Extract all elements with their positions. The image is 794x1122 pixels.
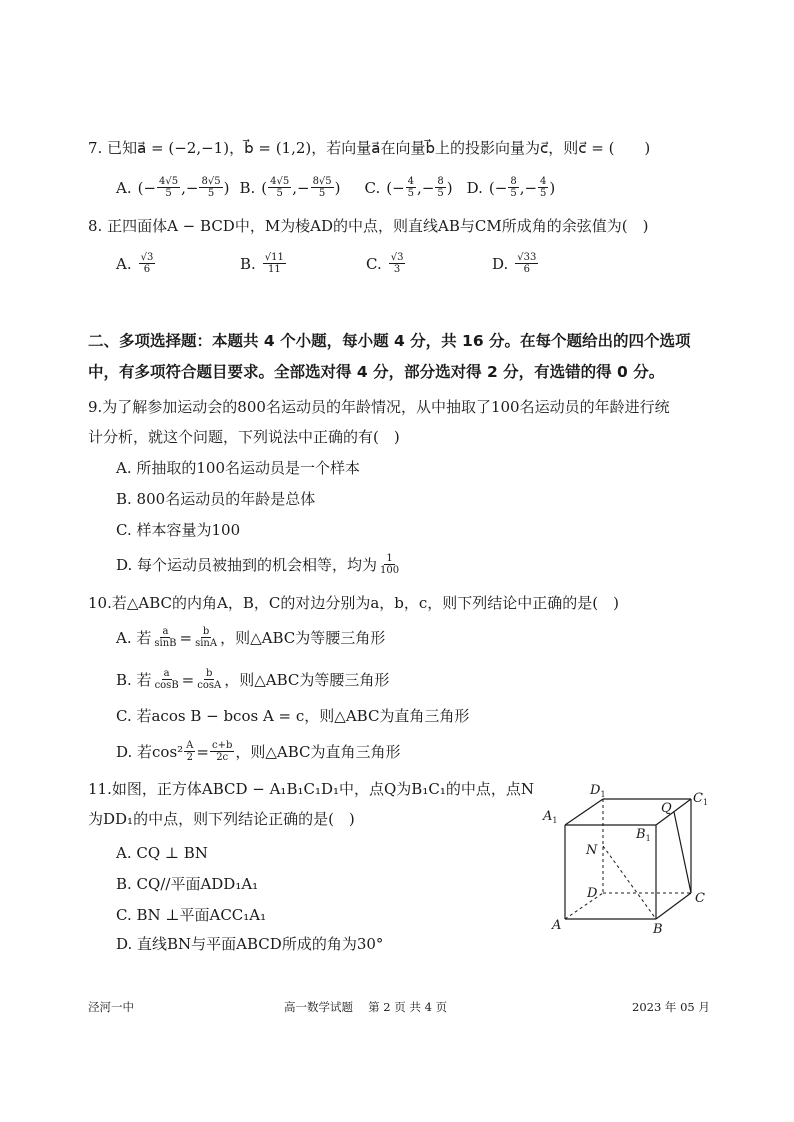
q9-stem-line1: 9.为了解参加运动会的800名运动员的年龄情况，从中抽取了100名运动员的年龄进行统 [88, 398, 670, 416]
q8-option-a: A. $\frac{√3}{6}$ [116, 252, 154, 275]
q7-option-b-frac2: $\frac{8√5}{5}$ [312, 176, 332, 199]
edge-b-c [656, 893, 691, 919]
hidden-segment-bn [603, 846, 656, 919]
footer-date: 2023 年 05 月 [632, 1000, 710, 1014]
q11-option-a: A. CQ ⊥ BN [116, 844, 208, 862]
label-d1: $D_1$ [590, 783, 606, 799]
q7-option-b-frac1: $\frac{4√5}{5}$ [270, 176, 290, 199]
q8-option-b: B. $\frac{√11}{11}$ [240, 252, 284, 275]
q11-stem-line2: 为DD₁的中点，则下列结论正确的是( ) [88, 810, 355, 828]
q7-option-a-label: A. [116, 178, 132, 197]
section2-heading-line1: 二、多项选择题：本题共 4 个小题，每小题 4 分，共 16 分。在每个题给出的四个选项 [88, 332, 691, 350]
q9-option-b: B. 800名运动员的年龄是总体 [116, 490, 316, 508]
label-a1: $A_1$ [543, 809, 558, 825]
q8-option-c: C. $\frac{√3}{3}$ [366, 252, 404, 275]
label-b1: $B_1$ [636, 827, 651, 843]
q7-option-c-label: C. [364, 178, 381, 197]
label-d: D [587, 886, 598, 901]
q8-stem: 8. 正四面体A − BCD中，M为棱AD的中点，则直线AB与CM所成角的余弦值为( ) [88, 217, 649, 235]
label-a: A [552, 918, 562, 933]
q7-option-a-frac1: $\frac{4√5}{5}$ [159, 176, 179, 199]
q10-option-d: D. 若cos² $\frac{A}{2}$ = $\frac{c+b}{2c}$ ，则△ABC为直角三角形 [116, 740, 401, 763]
q10-option-c: C. 若acos B − bcos A = c，则△ABC为直角三角形 [116, 707, 470, 725]
q7-options: A. (− $\frac{4√5}{5}$ ,− $\frac{8√5}{5}$ ) B. ( $\frac{4√5}{5}$ ,− $\frac{8√5}{5}$ ) C. (− $\frac{4}{5}$ ,− $\frac{8}{5}$ ) D. (− $\frac{8}{5}$ ,− $\frac{4}{5}$ ) [116, 176, 556, 199]
segment-cq [674, 812, 691, 893]
q7-option-c-frac2: $\frac{8}{5}$ [437, 176, 444, 199]
label-b: B [653, 922, 663, 937]
q9-option-c: C. 样本容量为100 [116, 521, 241, 539]
q7-option-d-frac2: $\frac{4}{5}$ [540, 176, 547, 199]
q11-option-b: B. CQ//平面ADD₁A₁ [116, 875, 259, 893]
q7-option-c-frac1: $\frac{4}{5}$ [407, 176, 415, 199]
q8-option-d: D. $\frac{√33}{6}$ [492, 252, 537, 275]
q11-option-c: C. BN ⊥平面ACC₁A₁ [116, 906, 267, 924]
q7-stem: 7. 已知a⃗ = (−2,−1)，b⃗ = (1,2)，若向量a⃗在向量b⃗上的投影向量为c⃗，则c⃗ = ( ) [88, 139, 651, 157]
label-c: C [695, 891, 705, 906]
footer-page-info: 高一数学试题 第 2 页 共 4 页 [284, 1000, 448, 1014]
label-q: Q [661, 801, 672, 816]
q10-option-b: B. 若 $\frac{a}{\cos B}$ = $\frac{b}{\cos A}$ ，则△ABC为等腰三角形 [116, 668, 390, 691]
q7-option-a-frac2: $\frac{8√5}{5}$ [201, 176, 221, 199]
q11-option-d: D. 直线BN与平面ABCD所成的角为30° [116, 935, 384, 953]
q7-option-d-label: D. [466, 178, 483, 197]
label-n: N [586, 843, 598, 858]
q9-stem-line2: 计分析，就这个问题，下列说法中正确的有( ) [88, 428, 400, 446]
cube-figure [535, 775, 720, 940]
edge-a1-d1 [565, 799, 603, 825]
footer-school: 泾河一中 [88, 1000, 134, 1014]
q10-stem: 10.若△ABC的内角A，B，C的对边分别为a，b，c，则下列结论中正确的是( ) [88, 594, 619, 612]
q7-option-d-frac1: $\frac{8}{5}$ [510, 176, 517, 199]
q7-option-b-label: B. [239, 178, 256, 197]
q9-option-a: A. 所抽取的100名运动员是一个样本 [116, 459, 361, 477]
q9-option-d: D. 每个运动员被抽到的机会相等，均为 $\frac{1}{100}$ [116, 553, 400, 576]
section2-heading-line2: 中，有多项符合题目要求。全部选对得 4 分，部分选对得 2 分，有选错的得 0 分。 [88, 363, 665, 381]
q11-stem-line1: 11.如图，正方体ABCD − A₁B₁C₁D₁中，点Q为B₁C₁的中点，点N [88, 780, 534, 798]
q10-option-a: A. 若 $\frac{a}{\sin B}$ = $\frac{b}{\sin A}$ ，则△ABC为等腰三角形 [116, 626, 386, 649]
label-c1: $C_1$ [693, 791, 709, 807]
